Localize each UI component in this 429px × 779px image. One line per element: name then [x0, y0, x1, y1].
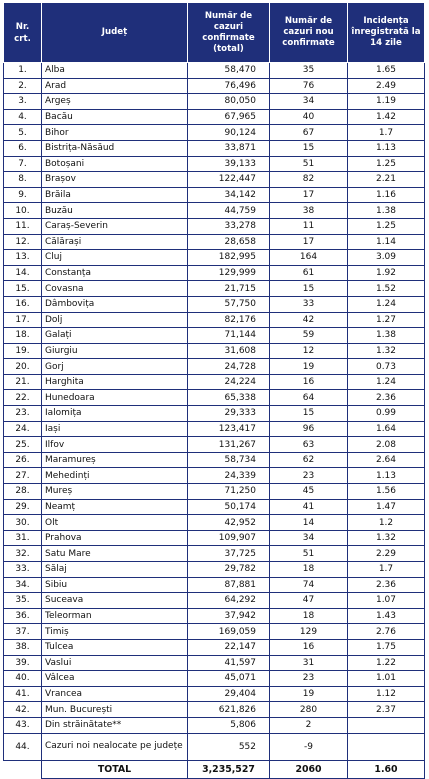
- cell-noi: 74: [270, 577, 348, 593]
- cell-incidenta: 1.13: [348, 468, 425, 484]
- cell-noi: 76: [270, 78, 348, 94]
- cell-incidenta: 2.49: [348, 78, 425, 94]
- covid-cases-table: [3, 2, 425, 779]
- cell-total: 71,144: [188, 328, 270, 344]
- table-row: [4, 484, 425, 500]
- cell-nr: 22.: [4, 390, 42, 406]
- cell-total: 58,734: [188, 452, 270, 468]
- cell-noi: 62: [270, 452, 348, 468]
- cell-total: 67,965: [188, 109, 270, 125]
- cell-nr: 43.: [4, 717, 42, 733]
- cell-total: 37,942: [188, 608, 270, 624]
- cell-nr: 35.: [4, 593, 42, 609]
- cell-nr: 40.: [4, 671, 42, 687]
- cell-judet: Tulcea: [42, 639, 188, 655]
- cell-total: 65,338: [188, 390, 270, 406]
- cell-noi: 64: [270, 390, 348, 406]
- table-row: [4, 515, 425, 531]
- cell-nr: 37.: [4, 624, 42, 640]
- cell-noi: 35: [270, 63, 348, 79]
- cell-total: 57,750: [188, 296, 270, 312]
- cell-incidenta: 1.27: [348, 312, 425, 328]
- cell-total: 37,725: [188, 546, 270, 562]
- cell-incidenta: 1.2: [348, 515, 425, 531]
- cell-judet: Maramureș: [42, 452, 188, 468]
- cell-incidenta: 1.24: [348, 296, 425, 312]
- cell-nr: 25.: [4, 437, 42, 453]
- cell-judet: Neamț: [42, 499, 188, 515]
- cell-total: 131,267: [188, 437, 270, 453]
- table-row: [4, 671, 425, 687]
- cell-nr: 15.: [4, 281, 42, 297]
- table-row: [4, 234, 425, 250]
- cell-judet: Argeș: [42, 94, 188, 110]
- cell-total: 29,782: [188, 562, 270, 578]
- cell-incidenta: 3.09: [348, 250, 425, 266]
- cell-judet: Suceava: [42, 593, 188, 609]
- table-row: [4, 140, 425, 156]
- cell-noi: 18: [270, 562, 348, 578]
- cell-total: 64,292: [188, 593, 270, 609]
- cell-noi: 33: [270, 296, 348, 312]
- table-row: [4, 296, 425, 312]
- cell-noi: 11: [270, 218, 348, 234]
- cell-total: 5,806: [188, 717, 270, 733]
- cell-noi: 12: [270, 343, 348, 359]
- cell-total: 129,999: [188, 265, 270, 281]
- table-row: [4, 702, 425, 718]
- cell-noi: 15: [270, 281, 348, 297]
- cell-judet: Ialomița: [42, 406, 188, 422]
- cell-nr: 21.: [4, 374, 42, 390]
- cell-incidenta: 1.52: [348, 281, 425, 297]
- cell-noi: 45: [270, 484, 348, 500]
- cell-nr: 41.: [4, 686, 42, 702]
- cell-judet: Giurgiu: [42, 343, 188, 359]
- cell-judet: Gorj: [42, 359, 188, 375]
- table-row: [4, 562, 425, 578]
- cell-incidenta: 0.73: [348, 359, 425, 375]
- cell-incidenta: 1.38: [348, 203, 425, 219]
- cell-noi: 14: [270, 515, 348, 531]
- cell-total: 87,881: [188, 577, 270, 593]
- cell-judet: Dolj: [42, 312, 188, 328]
- cell-nr: 18.: [4, 328, 42, 344]
- cell-judet: Ilfov: [42, 437, 188, 453]
- cell-incidenta: 1.24: [348, 374, 425, 390]
- cell-judet: Hunedoara: [42, 390, 188, 406]
- cell-noi: 16: [270, 639, 348, 655]
- cell-total: 621,826: [188, 702, 270, 718]
- cell-judet: Din străinătate**: [42, 717, 188, 733]
- cell-noi: 63: [270, 437, 348, 453]
- cell-nr: 44.: [4, 733, 42, 760]
- cell-incidenta: 1.16: [348, 187, 425, 203]
- cell-noi: 15: [270, 406, 348, 422]
- table-row: [4, 63, 425, 79]
- table-row: [4, 624, 425, 640]
- cell-total: 90,124: [188, 125, 270, 141]
- cell-judet: Dâmbovița: [42, 296, 188, 312]
- cell-judet: Brăila: [42, 187, 188, 203]
- table-row: [4, 468, 425, 484]
- cell-incidenta: 1.22: [348, 655, 425, 671]
- cell-incidenta: 1.32: [348, 343, 425, 359]
- table-row: [4, 406, 425, 422]
- cell-incidenta: 1.19: [348, 94, 425, 110]
- table-row: [4, 125, 425, 141]
- header-total: Număr de cazuri confirmate (total): [188, 3, 270, 63]
- table-row: [4, 593, 425, 609]
- cell-noi: 34: [270, 94, 348, 110]
- table-row: [4, 203, 425, 219]
- table-row: [4, 437, 425, 453]
- cell-total: 71,250: [188, 484, 270, 500]
- cell-total: 552: [188, 733, 270, 760]
- cell-incidenta: 1.75: [348, 639, 425, 655]
- cell-total: 82,176: [188, 312, 270, 328]
- cell-noi: 47: [270, 593, 348, 609]
- cell-total: 76,496: [188, 78, 270, 94]
- cell-noi: 23: [270, 468, 348, 484]
- total-label: TOTAL: [42, 760, 188, 778]
- cell-incidenta: 2.08: [348, 437, 425, 453]
- table-row: [4, 359, 425, 375]
- cell-total: 109,907: [188, 530, 270, 546]
- cell-incidenta: 1.7: [348, 125, 425, 141]
- cell-incidenta: 1.01: [348, 671, 425, 687]
- table-row: [4, 390, 425, 406]
- cell-judet: Harghita: [42, 374, 188, 390]
- cell-noi: 17: [270, 234, 348, 250]
- cell-total: 42,952: [188, 515, 270, 531]
- cell-incidenta: 2.76: [348, 624, 425, 640]
- cell-nr: 17.: [4, 312, 42, 328]
- cell-nr: 13.: [4, 250, 42, 266]
- cell-nr: 16.: [4, 296, 42, 312]
- table-row: [4, 717, 425, 733]
- cell-nr: 3.: [4, 94, 42, 110]
- cell-incidenta: 1.92: [348, 265, 425, 281]
- cell-noi: 19: [270, 359, 348, 375]
- cell-judet: Prahova: [42, 530, 188, 546]
- cell-incidenta: 1.07: [348, 593, 425, 609]
- table-row: [4, 172, 425, 188]
- cell-noi: 59: [270, 328, 348, 344]
- cell-noi: 42: [270, 312, 348, 328]
- cell-nr: 20.: [4, 359, 42, 375]
- cell-total: 80,050: [188, 94, 270, 110]
- total-blank-cell: [4, 760, 42, 778]
- cell-noi: 82: [270, 172, 348, 188]
- cell-noi: 15: [270, 140, 348, 156]
- cell-total: 24,728: [188, 359, 270, 375]
- cell-noi: 2: [270, 717, 348, 733]
- cell-total: 33,871: [188, 140, 270, 156]
- cell-incidenta: 1.25: [348, 218, 425, 234]
- cell-judet: Vaslui: [42, 655, 188, 671]
- cell-noi: 34: [270, 530, 348, 546]
- cell-total: 24,224: [188, 374, 270, 390]
- cell-incidenta: 1.43: [348, 608, 425, 624]
- cell-incidenta: 2.36: [348, 577, 425, 593]
- cell-nr: 14.: [4, 265, 42, 281]
- cell-noi: 51: [270, 156, 348, 172]
- cell-total: 182,995: [188, 250, 270, 266]
- cell-incidenta: 1.64: [348, 421, 425, 437]
- cell-judet: Bihor: [42, 125, 188, 141]
- cell-incidenta: 1.7: [348, 562, 425, 578]
- header-nr: Nr. crt.: [4, 3, 42, 63]
- table-row: [4, 655, 425, 671]
- cell-incidenta: 1.13: [348, 140, 425, 156]
- cell-noi: 96: [270, 421, 348, 437]
- table-row: [4, 733, 425, 760]
- table-row: [4, 218, 425, 234]
- cell-judet: Olt: [42, 515, 188, 531]
- table-row: [4, 281, 425, 297]
- table-row: [4, 639, 425, 655]
- cell-judet: Vrancea: [42, 686, 188, 702]
- cell-nr: 10.: [4, 203, 42, 219]
- cell-nr: 29.: [4, 499, 42, 515]
- cell-noi: 129: [270, 624, 348, 640]
- table-row: [4, 312, 425, 328]
- cell-total: 122,447: [188, 172, 270, 188]
- cell-nr: 12.: [4, 234, 42, 250]
- cell-incidenta: 1.65: [348, 63, 425, 79]
- cell-incidenta: 2.29: [348, 546, 425, 562]
- cell-judet: Brașov: [42, 172, 188, 188]
- table-row: [4, 374, 425, 390]
- cell-total: 24,339: [188, 468, 270, 484]
- cell-nr: 5.: [4, 125, 42, 141]
- cell-noi: 61: [270, 265, 348, 281]
- table-row: [4, 343, 425, 359]
- table-body: [4, 63, 425, 779]
- cell-incidenta: 1.14: [348, 234, 425, 250]
- cell-incidenta: 1.38: [348, 328, 425, 344]
- table-row: [4, 546, 425, 562]
- cell-nr: 36.: [4, 608, 42, 624]
- cell-nr: 1.: [4, 63, 42, 79]
- cell-incidenta: 1.32: [348, 530, 425, 546]
- cell-total: 50,174: [188, 499, 270, 515]
- cell-nr: 8.: [4, 172, 42, 188]
- cell-judet: Călărași: [42, 234, 188, 250]
- table-row: [4, 265, 425, 281]
- cell-total: 34,142: [188, 187, 270, 203]
- cell-noi: 23: [270, 671, 348, 687]
- cell-nr: 32.: [4, 546, 42, 562]
- header-judet: Județ: [42, 3, 188, 63]
- cell-judet: Sibiu: [42, 577, 188, 593]
- covid-table-container: [3, 2, 424, 779]
- cell-nr: 4.: [4, 109, 42, 125]
- cell-nr: 7.: [4, 156, 42, 172]
- cell-incidenta: 1.42: [348, 109, 425, 125]
- cell-incidenta: 1.12: [348, 686, 425, 702]
- cell-judet: Buzău: [42, 203, 188, 219]
- cell-noi: -9: [270, 733, 348, 760]
- cell-nr: 19.: [4, 343, 42, 359]
- cell-judet: Botoșani: [42, 156, 188, 172]
- cell-nr: 28.: [4, 484, 42, 500]
- cell-noi: 18: [270, 608, 348, 624]
- cell-incidenta: 2.37: [348, 702, 425, 718]
- cell-total: 31,608: [188, 343, 270, 359]
- table-row: [4, 530, 425, 546]
- cell-noi: 41: [270, 499, 348, 515]
- cell-total: 44,759: [188, 203, 270, 219]
- cell-nr: 27.: [4, 468, 42, 484]
- cell-total: 21,715: [188, 281, 270, 297]
- cell-noi: 51: [270, 546, 348, 562]
- total-incidence: 1.60: [348, 760, 425, 778]
- cell-incidenta: [348, 733, 425, 760]
- table-row: [4, 608, 425, 624]
- cell-total: 58,470: [188, 63, 270, 79]
- cell-noi: 19: [270, 686, 348, 702]
- table-row: [4, 328, 425, 344]
- cell-total: 45,071: [188, 671, 270, 687]
- cell-judet: Alba: [42, 63, 188, 79]
- cell-judet: Teleorman: [42, 608, 188, 624]
- cell-incidenta: 1.25: [348, 156, 425, 172]
- cell-incidenta: [348, 717, 425, 733]
- cell-incidenta: 2.64: [348, 452, 425, 468]
- cell-judet: Satu Mare: [42, 546, 188, 562]
- table-row: [4, 421, 425, 437]
- cell-nr: 2.: [4, 78, 42, 94]
- cell-nr: 30.: [4, 515, 42, 531]
- cell-nr: 42.: [4, 702, 42, 718]
- table-row: [4, 109, 425, 125]
- table-row: [4, 78, 425, 94]
- cell-total: 169,059: [188, 624, 270, 640]
- cell-incidenta: 2.21: [348, 172, 425, 188]
- header-row: [4, 3, 425, 63]
- cell-judet: Vâlcea: [42, 671, 188, 687]
- cell-noi: 280: [270, 702, 348, 718]
- cell-judet: Cluj: [42, 250, 188, 266]
- cell-total: 39,133: [188, 156, 270, 172]
- cell-total: 22,147: [188, 639, 270, 655]
- cell-nr: 24.: [4, 421, 42, 437]
- total-row: [4, 760, 425, 778]
- cell-noi: 164: [270, 250, 348, 266]
- table-row: [4, 187, 425, 203]
- cell-judet: Caraș-Severin: [42, 218, 188, 234]
- cell-total: 123,417: [188, 421, 270, 437]
- total-cases: 3,235,527: [188, 760, 270, 778]
- cell-judet: Timiș: [42, 624, 188, 640]
- cell-judet: Constanța: [42, 265, 188, 281]
- header-noi: Număr de cazuri nou confirmate: [270, 3, 348, 63]
- cell-nr: 26.: [4, 452, 42, 468]
- cell-incidenta: 2.36: [348, 390, 425, 406]
- cell-total: 29,404: [188, 686, 270, 702]
- table-row: [4, 499, 425, 515]
- cell-nr: 23.: [4, 406, 42, 422]
- cell-noi: 67: [270, 125, 348, 141]
- table-row: [4, 577, 425, 593]
- cell-total: 29,333: [188, 406, 270, 422]
- cell-judet: Mun. București: [42, 702, 188, 718]
- cell-incidenta: 0.99: [348, 406, 425, 422]
- cell-judet: Iași: [42, 421, 188, 437]
- total-new: 2060: [270, 760, 348, 778]
- cell-nr: 33.: [4, 562, 42, 578]
- cell-nr: 9.: [4, 187, 42, 203]
- cell-noi: 17: [270, 187, 348, 203]
- cell-noi: 40: [270, 109, 348, 125]
- cell-total: 28,658: [188, 234, 270, 250]
- cell-noi: 38: [270, 203, 348, 219]
- cell-judet: Arad: [42, 78, 188, 94]
- table-row: [4, 250, 425, 266]
- cell-incidenta: 1.47: [348, 499, 425, 515]
- table-header: [4, 3, 425, 63]
- cell-nr: 31.: [4, 530, 42, 546]
- cell-total: 33,278: [188, 218, 270, 234]
- cell-judet: Cazuri noi nealocate pe județe: [42, 733, 188, 760]
- cell-judet: Galați: [42, 328, 188, 344]
- table-row: [4, 94, 425, 110]
- cell-nr: 39.: [4, 655, 42, 671]
- table-row: [4, 686, 425, 702]
- cell-nr: 6.: [4, 140, 42, 156]
- header-incidenta: Incidența înregistrată la 14 zile: [348, 3, 425, 63]
- cell-judet: Mureș: [42, 484, 188, 500]
- cell-judet: Covasna: [42, 281, 188, 297]
- cell-nr: 11.: [4, 218, 42, 234]
- cell-noi: 16: [270, 374, 348, 390]
- table-row: [4, 452, 425, 468]
- cell-judet: Bacău: [42, 109, 188, 125]
- cell-nr: 34.: [4, 577, 42, 593]
- cell-total: 41,597: [188, 655, 270, 671]
- cell-judet: Bistrița-Năsăud: [42, 140, 188, 156]
- cell-incidenta: 1.56: [348, 484, 425, 500]
- cell-judet: Sălaj: [42, 562, 188, 578]
- cell-nr: 38.: [4, 639, 42, 655]
- table-row: [4, 156, 425, 172]
- cell-judet: Mehedinți: [42, 468, 188, 484]
- cell-noi: 31: [270, 655, 348, 671]
